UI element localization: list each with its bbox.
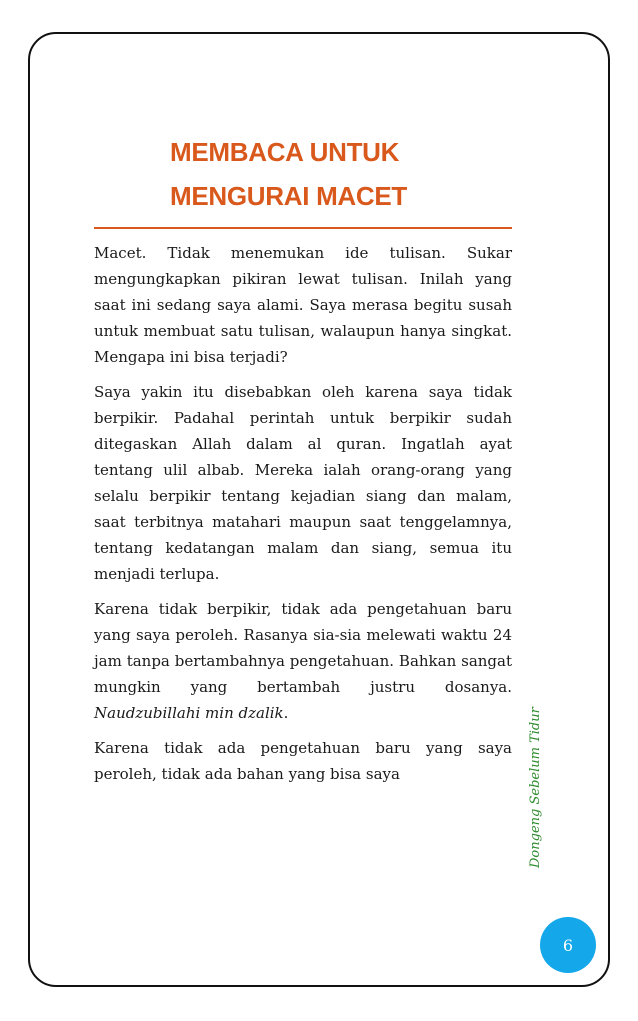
title-divider: [94, 227, 512, 229]
page-number-badge: [540, 917, 596, 973]
body-text: [94, 240, 512, 796]
page-number: 6: [562, 935, 574, 955]
side-label: Dongeng Sebelum Tidur: [528, 707, 543, 868]
paragraph-3-italic: Naudzubillahi min dzalik: [94, 704, 284, 722]
page-title: [170, 130, 470, 218]
title-line-2: MENGURAI MACET: [170, 181, 408, 211]
title-line-1: MEMBACA UNTUK: [170, 137, 400, 167]
paragraph-3-end: .: [283, 704, 289, 722]
paragraph-1: Macet. Tidak menemukan ide tulisan. Sukar mengungkapkan pikiran lewat tulisan. Inilah yang saat ini sedang saya alami. Saya merasa begitu susah untuk membuat satu tulisan, walaupun hanya singkat. Mengapa ini bisa terjadi?: [94, 244, 512, 366]
paragraph-3: [94, 596, 512, 726]
paragraph-4: Karena tidak ada pengetahuan baru yang saya peroleh, tidak ada bahan yang bisa saya: [94, 739, 512, 783]
paragraph-3-text: Karena tidak berpikir, tidak ada pengetahuan baru yang saya peroleh. Rasanya sia-sia melewati waktu 24 jam tanpa bertambahnya pengetahuan. Bahkan sangat mungkin yang bertambah justru dosanya.: [94, 600, 512, 696]
paragraph-2: Saya yakin itu disebabkan oleh karena saya tidak berpikir. Padahal perintah untuk berpikir sudah ditegaskan Allah dalam al quran. Ingatlah ayat tentang ulil albab. Mereka ialah orang-orang yang selalu berpikir tentang kejadian siang dan malam, saat terbitnya matahari maupun saat tenggelamnya, tentang kedatangan malam dan siang, semua itu menjadi terlupa.: [94, 383, 512, 583]
